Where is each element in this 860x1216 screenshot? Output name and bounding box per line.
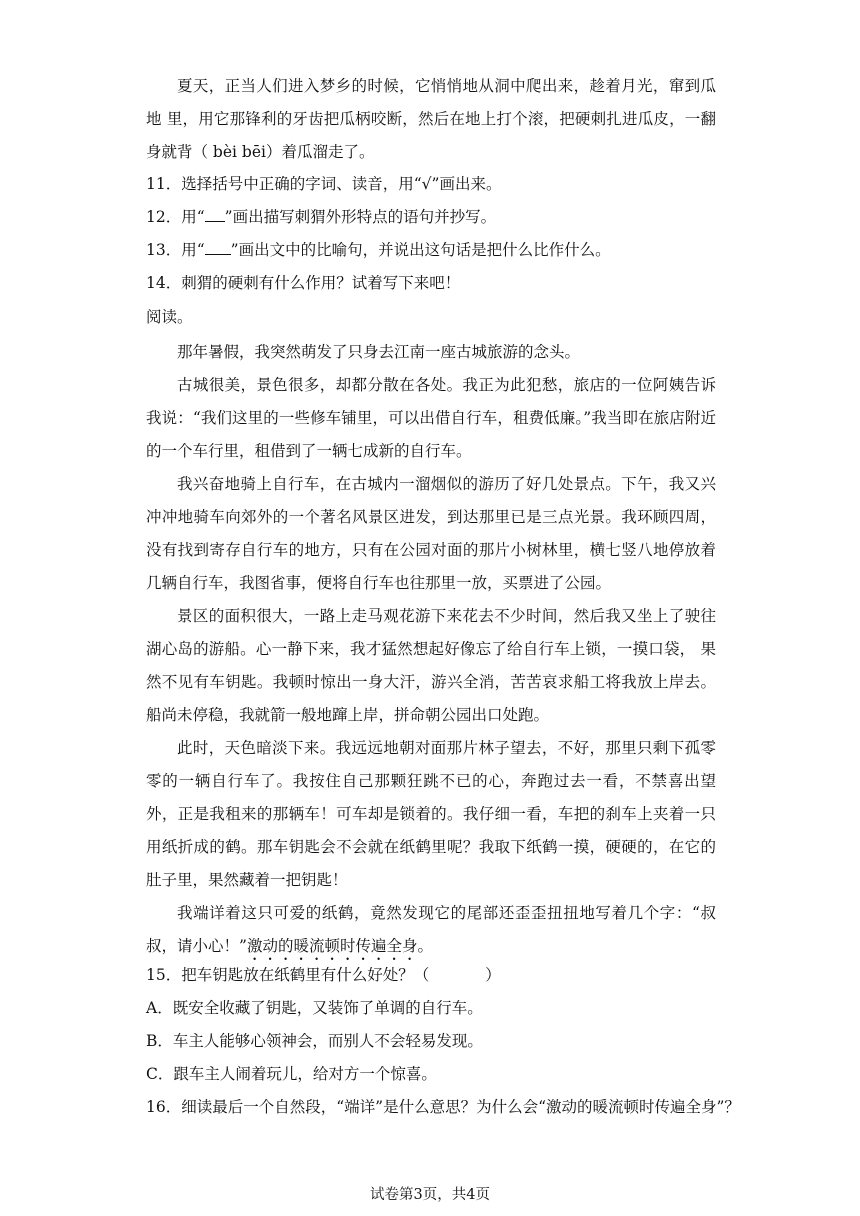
option-letter: C． — [146, 1065, 174, 1083]
underline-sample — [205, 254, 231, 255]
question-text-pre: 用“ — [181, 241, 205, 259]
question-number: 11． — [146, 175, 182, 193]
passage2-paragraph-5: 此时，天色暗淡下来。我远远地朝对面那片林子望去，不好，那里只剩下孤零零的一辆自行车了。我按住自己那颗狂跳不已的心，奔跑过去一看，不禁喜出望外，正是我租来的那辆车！可车却是锁着的。我仔细一看，车把的刹车上夹着一只用纸折成的鹤。那车钥匙会不会就在纸鹤里呢？我取下纸鹤一摸，硬硬的，在它的肚子里，果然藏着一把钥匙！ — [146, 739, 716, 889]
passage2-paragraph-2: 古城很美，景色很多，却都分散在各处。我正为此犯愁，旅店的一位阿姨告诉我说：“我们这里的一些修车铺里，可以出借自行车，租费低廉。”我当即在旅店附近的一个车行里，租借到了一辆七成新的自行车。 — [146, 376, 716, 460]
option-a[interactable] — [146, 996, 746, 1020]
question-text: 选择括号中正确的字词、读音，用“√”画出来。 — [181, 175, 502, 193]
paragraph-text: 我端详着这只可爱的纸鹤，竟然发现它的尾部还歪歪扭扭地写着几个字：“叔叔，请小心！” — [146, 904, 716, 955]
question-16 — [146, 1095, 746, 1119]
question-text-post: ”画出描写刺猬外形特点的语句并抄写。 — [224, 208, 497, 226]
option-letter: A． — [146, 999, 173, 1017]
question-number: 15． — [146, 966, 182, 984]
passage2-paragraph-6 — [146, 897, 716, 964]
question-13 — [146, 238, 746, 262]
option-text: 既安全收藏了钥匙，又装饰了单调的自行车。 — [172, 999, 483, 1017]
question-12 — [146, 205, 746, 229]
question-15 — [146, 963, 746, 987]
question-number: 12． — [146, 208, 182, 226]
passage2-paragraph-1: 那年暑假，我突然萌发了只身去江南一座古城旅游的念头。 — [177, 343, 581, 361]
paragraph-end: 。 — [417, 937, 433, 955]
passage2-paragraph-4: 景区的面积很大，一路上走马观花游下来花去不少时间，然后我又坐上了驶往湖心岛的游船。心一静下来，我才猛然想起好像忘了给自行车上锁，一摸口袋， 果然不见有车钥匙。我顿时惊出一身大汗，游兴全消，苦苦哀求船工将我放上岸去。船尚未停稳，我就箭一般地蹿上岸，拼命朝公园出口处跑。 — [146, 607, 716, 724]
question-14 — [146, 271, 746, 295]
option-text: 车主人能够心领神会，而别人不会轻易发现。 — [172, 1032, 483, 1050]
section-label: 阅读。 — [146, 308, 193, 326]
option-text: 跟车主人闹着玩儿，给对方一个惊喜。 — [173, 1065, 437, 1083]
question-number: 13． — [146, 241, 182, 259]
option-c[interactable] — [146, 1062, 746, 1086]
option-b[interactable] — [146, 1029, 746, 1053]
option-letter: B． — [146, 1032, 173, 1050]
question-text-pre: 用“ — [181, 208, 205, 226]
page-footer: 试卷第3页，共4页 — [370, 1187, 490, 1203]
question-number: 14． — [146, 274, 182, 292]
emphasized-text: 激动的暖流顿时传遍全身 — [246, 937, 418, 955]
question-number: 16． — [146, 1098, 182, 1116]
underline-sample — [205, 221, 225, 222]
question-text: 细读最后一个自然段，“端详”是什么意思？为什么会“激动的暖流顿时传遍全身”？ — [181, 1098, 740, 1116]
passage2-paragraph-3: 我兴奋地骑上自行车，在古城内一溜烟似的游历了好几处景点。下午，我又兴冲冲地骑车向郊外的一个著名风景区进发，到达那里已是三点光景。我环顾四周，没有找到寄存自行车的地方，只有在公园对面的那片小树林里，横七竖八地停放着几辆自行车，我图省事，便将自行车也往那里一放，买票进了公园。 — [146, 475, 716, 592]
question-text: 刺猬的硬刺有什么作用？试着写下来吧！ — [181, 274, 461, 292]
passage1-paragraph: 夏天，正当人们进入梦乡的时候，它悄悄地从洞中爬出来，趁着月光，窜到瓜地 里，用它那锋利的牙齿把瓜柄咬断，然后在地上打个滚，把硬刺扎进瓜皮，一翻身就背（ bèi bēi）着瓜溜走了。 — [146, 77, 716, 161]
question-text-post: ”画出文中的比喻句，并说出这句话是把什么比作什么。 — [230, 241, 611, 259]
question-text: 把车钥匙放在纸鹤里有什么好处？（ — [181, 966, 430, 984]
question-11 — [146, 172, 746, 196]
paren-close: ） — [485, 966, 501, 984]
